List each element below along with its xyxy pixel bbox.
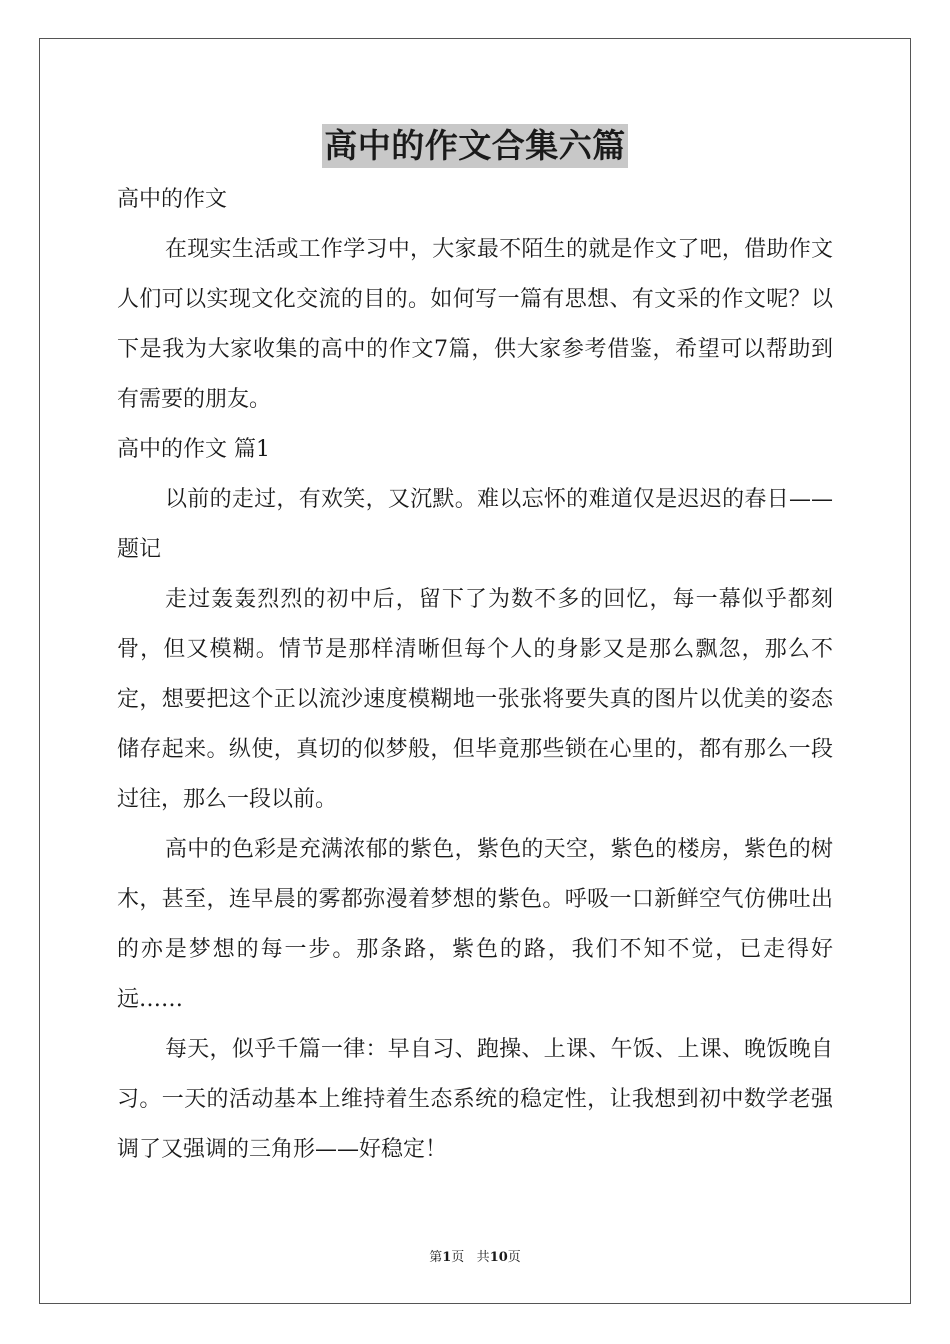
body-paragraph: 每天，似乎千篇一律：早自习、跑操、上课、午饭、上课、晚饭晚自习。一天的活动基本上维持着生态系统的稳定性，让我想到初中数学老强调了又强调的三角形——好稳定！ xyxy=(117,1037,833,1162)
page-total: 10 xyxy=(489,1250,508,1265)
title-container xyxy=(0,124,950,168)
footer-total-prefix: 共 xyxy=(476,1250,490,1265)
footer-total-suffix: 页 xyxy=(507,1250,521,1265)
footer-page-suffix: 页 xyxy=(451,1250,465,1265)
intro-paragraph: 在现实生活或工作学习中，大家最不陌生的就是作文了吧，借助作文人们可以实现文化交流的目的。如何写一篇有思想、有文采的作文呢？以下是我为大家收集的高中的作文7篇，供大家参考借鉴，希望可以帮助到有需要的朋友。 xyxy=(117,237,833,412)
document-title: 高中的作文合集六篇 xyxy=(322,124,628,168)
epigraph-paragraph: 以前的走过，有欢笑，又沉默。难以忘怀的难道仅是迟迟的春日——题记 xyxy=(117,487,833,562)
page-footer xyxy=(0,1246,950,1265)
body-paragraph: 高中的色彩是充满浓郁的紫色，紫色的天空，紫色的楼房，紫色的树木，甚至，连早晨的雾都弥漫着梦想的紫色。呼吸一口新鲜空气仿佛吐出的亦是梦想的每一步。那条路，紫色的路，我们不知不觉，已走得好远…… xyxy=(117,837,833,1012)
section-heading: 高中的作文 xyxy=(117,187,228,212)
body-paragraph: 走过轰轰烈烈的初中后，留下了为数不多的回忆，每一幕似乎都刻骨，但又模糊。情节是那样清晰但每个人的身影又是那么飘忽，那么不定，想要把这个正以流沙速度模糊地一张张将要失真的图片以优美的姿态储存起来。纵使，真切的似梦般，但毕竟那些锁在心里的，都有那么一段过往，那么一段以前。 xyxy=(117,587,833,812)
footer-prefix: 第 xyxy=(429,1250,443,1265)
page-number: 1 xyxy=(442,1250,452,1265)
section-heading: 高中的作文 篇1 xyxy=(117,437,270,462)
document-body xyxy=(117,175,833,1175)
